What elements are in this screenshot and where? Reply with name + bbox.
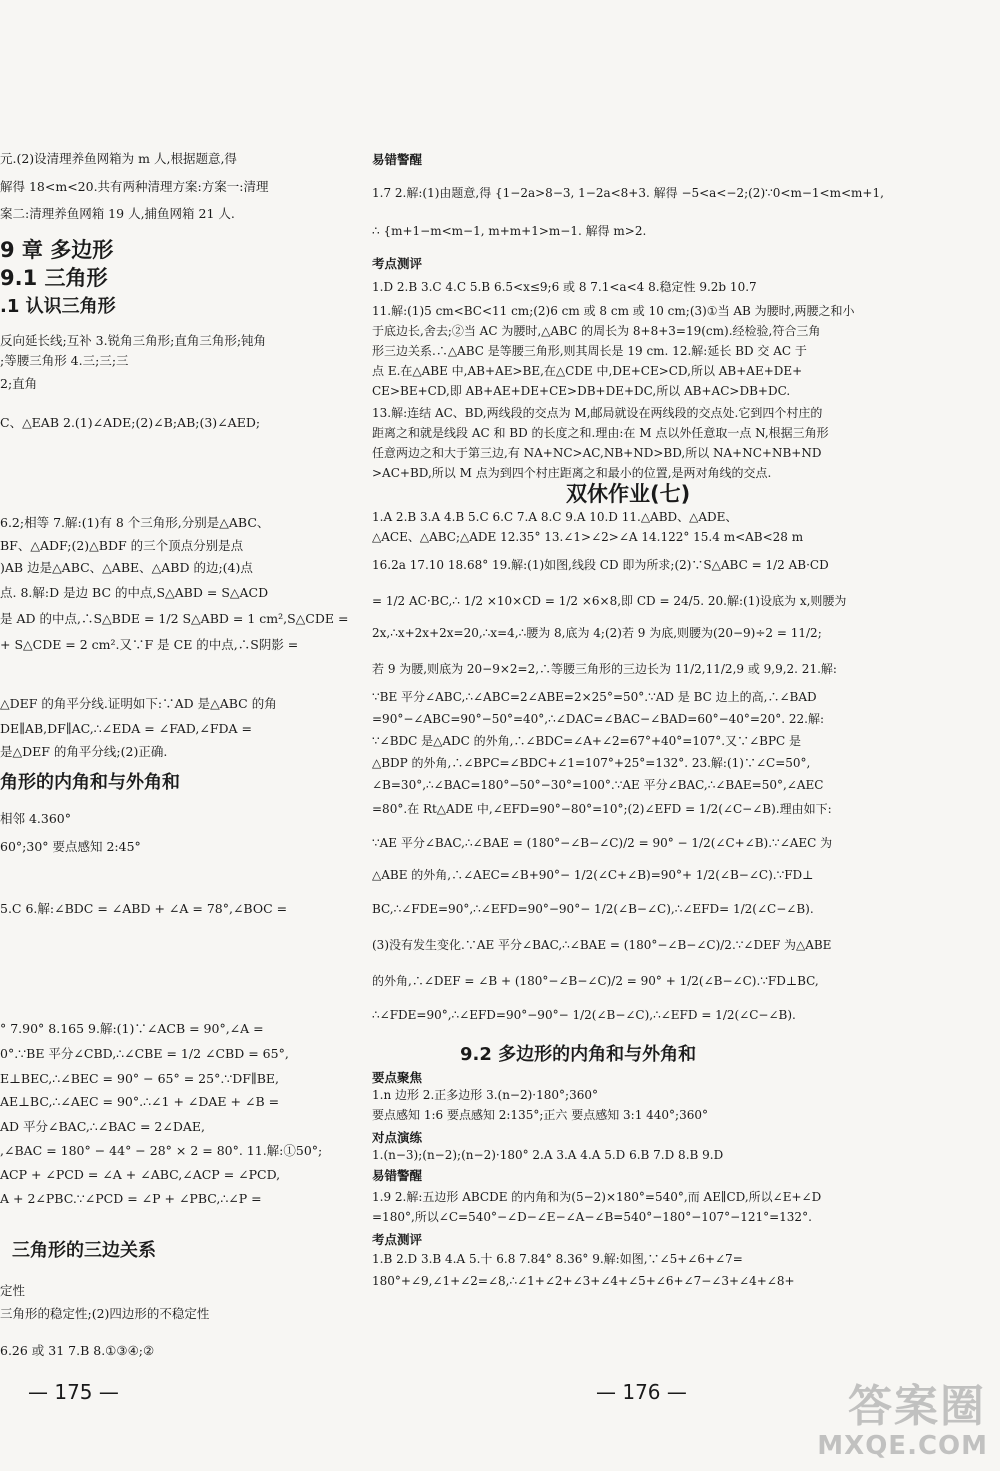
text-line: E⊥BEC,∴∠BEC = 90° − 65° = 25°.∵DF∥BE, bbox=[0, 1071, 279, 1086]
section-heading: 9.2 多边形的内角和与外角和 bbox=[460, 1044, 697, 1065]
text-line: 任意两边之和大于第三边,有 NA+NC>AC,NB+ND>BD,所以 NA+NC+NB+ND bbox=[372, 446, 822, 460]
text-line: 2;直角 bbox=[0, 376, 38, 391]
text-line: △ABE 的外角,∴∠AEC=∠B+90°− 1/2(∠C+∠B)=90°+ 1/2(∠B−∠C).∵FD⊥ bbox=[372, 868, 814, 882]
text-line: △DEF 的角平分线.证明如下:∵AD 是△ABC 的角 bbox=[0, 696, 277, 711]
text-line: ACP + ∠PCD = ∠A + ∠ABC,∠ACP = ∠PCD, bbox=[0, 1167, 281, 1182]
text-line: AD 平分∠BAC,∴∠BAC = 2∠DAE, bbox=[0, 1119, 205, 1134]
text-line: AE⊥BC,∴∠AEC = 90°.∴∠1 + ∠DAE + ∠B = bbox=[0, 1094, 280, 1109]
text-line: 点 E.在△ABE 中,AB+AE>BE,在△CDE 中,DE+CE>CD,所以 AB+AE+DE+ bbox=[372, 364, 803, 378]
text-line: 相邻 4.360° bbox=[0, 811, 72, 826]
page-number: — 176 — bbox=[596, 1380, 687, 1404]
text-line: 6.26 或 31 7.B 8.①③④;② bbox=[0, 1343, 155, 1358]
text-line: 元.(2)设清理养鱼网箱为 m 人,根据题意,得 bbox=[0, 151, 237, 166]
text-line: 于底边长,舍去;②当 AC 为腰时,△ABC 的周长为 8+8+3=19(cm).经检验,符合三角 bbox=[372, 324, 821, 338]
text-line: 解得 18<m<20.共有两种清理方案:方案一:清理 bbox=[0, 179, 269, 194]
text-line: =80°.在 Rt△ADE 中,∠EFD=90°−80°=10°;(2)∠EFD = 1/2(∠C−∠B).理由如下: bbox=[372, 802, 832, 816]
text-line: 三角形的稳定性;(2)四边形的不稳定性 bbox=[0, 1306, 210, 1321]
text-line: 0°.∵BE 平分∠CBD,∴∠CBE = 1/2 ∠CBD = 65°, bbox=[0, 1046, 289, 1061]
text-line: 1.D 2.B 3.C 4.C 5.B 6.5<x≤9;6 或 8 7.1<a<4 8.稳定性 9.2b 10.7 bbox=[372, 280, 757, 294]
text-line: )AB 边是△ABC、△ABE、△ABD 的边;(4)点 bbox=[0, 560, 253, 575]
subsection-heading: 三角形的三边关系 bbox=[12, 1240, 156, 1261]
text-line: 13.解:连结 AC、BD,两线段的交点为 M,邮局就设在两线段的交点处.它到四个村庄的 bbox=[372, 406, 823, 420]
text-line: BC,∴∠FDE=90°,∴∠EFD=90°−90°− 1/2(∠B−∠C),∴∠EFD= 1/2(∠C−∠B). bbox=[372, 902, 814, 916]
watermark-url: MXQE.COM bbox=[817, 1431, 988, 1461]
text-line: 案二:清理养鱼网箱 19 人,捕鱼网箱 21 人. bbox=[0, 206, 235, 221]
text-line: 距离之和就是线段 AC 和 BD 的长度之和.理由:在 M 点以外任意取一点 N,根据三角形 bbox=[372, 426, 829, 440]
text-line: =90°−∠ABC=90°−50°=40°,∴∠DAC=∠BAC−∠BAD=60°−40°=20°. 22.解: bbox=[372, 712, 824, 726]
text-line: ;等腰三角形 4.三;三;三 bbox=[0, 353, 129, 368]
text-line: 定性 bbox=[0, 1283, 26, 1298]
section-tag: 考点测评 bbox=[372, 256, 423, 271]
text-line: 形三边关系.∴△ABC 是等腰三角形,则其周长是 19 cm. 12.解:延长 BD 交 AC 于 bbox=[372, 344, 807, 358]
section-tag: 易错警醒 bbox=[372, 1168, 423, 1183]
text-line: C、△EAB 2.(1)∠ADE;(2)∠B;AB;(3)∠AED; bbox=[0, 415, 261, 430]
text-line: =180°,所以∠C=540°−∠D−∠E−∠A−∠B=540°−180°−107°−121°=132°. bbox=[372, 1210, 812, 1224]
text-line: 1.7 2.解:(1)由题意,得 {1−2a>8−3, 1−2a<8+3. 解得 −5<a<−2;(2)∵0<m−1<m<m+1, bbox=[372, 186, 884, 200]
section-tag: 要点聚焦 bbox=[372, 1070, 423, 1085]
section-tag: 易错警醒 bbox=[372, 152, 423, 167]
subsection-heading: .1 认识三角形 bbox=[0, 296, 116, 317]
text-line: 180°+∠9,∠1+∠2=∠8,∴∠1+∠2+∠3+∠4+∠5+∠6+∠7−∠3+∠4+∠8+ bbox=[372, 1274, 795, 1288]
weekend-heading: 双休作业(七) bbox=[566, 482, 691, 506]
text-line: ∵AE 平分∠BAC,∴∠BAE = (180°−∠B−∠C)/2 = 90° − 1/2(∠C+∠B).∵∠AEC 为 bbox=[372, 836, 833, 850]
text-line: 是 AD 的中点,∴S△BDE = 1/2 S△ABD = 1 cm²,S△CDE = bbox=[0, 611, 349, 626]
text-line: 1.(n−3);(n−2);(n−2)·180° 2.A 3.A 4.A 5.D 6.B 7.D 8.B 9.D bbox=[372, 1148, 724, 1162]
section-tag: 考点测评 bbox=[372, 1232, 423, 1247]
text-line: 的外角,∴∠DEF = ∠B + (180°−∠B−∠C)/2 = 90° + 1/2(∠B−∠C).∵FD⊥BC, bbox=[372, 974, 819, 988]
text-line: 点. 8.解:D 是边 BC 的中点,S△ABD = S△ACD bbox=[0, 585, 269, 600]
watermark bbox=[817, 1370, 994, 1465]
text-line: ∵∠BDC 是△ADC 的外角,∴∠BDC=∠A+∠2=67°+40°=107°.又∵∠BPC 是 bbox=[372, 734, 802, 748]
text-line: △ACE、△ABC;△ADE 12.35° 13.∠1>∠2>∠A 14.122° 15.4 m<AB<28 m bbox=[372, 530, 804, 544]
text-line: + S△CDE = 2 cm².又∵F 是 CE 的中点,∴S阴影 = bbox=[0, 637, 299, 652]
section-heading: 9.1 三角形 bbox=[0, 266, 108, 290]
watermark-logo: 答案圈 bbox=[848, 1381, 986, 1432]
text-line: △BDP 的外角,∴∠BPC=∠BDC+∠1=107°+25°=132°. 23.解:(1)∵∠C=50°, bbox=[372, 756, 811, 770]
text-line: CE>BE+CD,即 AB+AE+DE+CE>DB+DE+DC,所以 AB+AC>DB+DC. bbox=[372, 384, 791, 398]
text-line: 5.C 6.解:∠BDC = ∠ABD + ∠A = 78°,∠BOC = bbox=[0, 901, 288, 916]
section-tag: 对点演练 bbox=[372, 1130, 423, 1145]
text-line: ∵BE 平分∠ABC,∴∠ABC=2∠ABE=2×25°=50°.∵AD 是 BC 边上的高,∴∠BAD bbox=[372, 690, 817, 704]
text-line: (3)没有发生变化.∵AE 平分∠BAC,∴∠BAE = (180°−∠B−∠C)/2.∵∠DEF 为△ABE bbox=[372, 938, 832, 952]
text-line: 1.B 2.D 3.B 4.A 5.十 6.8 7.84° 8.36° 9.解:如图,∵∠5+∠6+∠7= bbox=[372, 1252, 743, 1266]
text-line: A + 2∠PBC.∵∠PCD = ∠P + ∠PBC,∴∠P = bbox=[0, 1191, 262, 1206]
text-line: 是△DEF 的角平分线;(2)正确. bbox=[0, 744, 168, 759]
chapter-heading: 9 章 多边形 bbox=[0, 238, 114, 262]
text-line: ∠B=30°,∴∠BAC=180°−50°−30°=100°.∵AE 平分∠BAC,∴∠BAE=50°,∠AEC bbox=[372, 778, 824, 792]
text-line: 6.2;相等 7.解:(1)有 8 个三角形,分别是△ABC、 bbox=[0, 515, 270, 530]
text-line: 1.A 2.B 3.A 4.B 5.C 6.C 7.A 8.C 9.A 10.D 11.△ABD、△ADE、 bbox=[372, 510, 738, 524]
text-line: BF、△ADF;(2)△BDF 的三个顶点分别是点 bbox=[0, 538, 244, 553]
text-line: DE∥AB,DF∥AC,∴∠EDA = ∠FAD,∠FDA = bbox=[0, 721, 252, 736]
subsection-heading: 角形的内角和与外角和 bbox=[0, 772, 180, 793]
text-line: ∴ {m+1−m<m−1, m+m+1>m−1. 解得 m>2. bbox=[372, 224, 647, 238]
text-line: ∴∠FDE=90°,∴∠EFD=90°−90°− 1/2(∠B−∠C),∴∠EFD = 1/2(∠C−∠B). bbox=[372, 1008, 796, 1022]
text-line: >AC+BD,所以 M 点为到四个村庄距离之和最小的位置,是两对角线的交点. bbox=[372, 466, 772, 480]
text-line: 1.9 2.解:五边形 ABCDE 的内角和为(5−2)×180°=540°,而 AE∥CD,所以∠E+∠D bbox=[372, 1190, 822, 1204]
text-line: 若 9 为腰,则底为 20−9×2=2,∴等腰三角形的三边长为 11/2,11/2,9 或 9,9,2. 21.解: bbox=[372, 662, 837, 676]
text-line: 16.2a 17.10 18.68° 19.解:(1)如图,线段 CD 即为所求;(2)∵S△ABC = 1/2 AB·CD bbox=[372, 558, 829, 572]
text-line: 要点感知 1:6 要点感知 2:135°;正六 要点感知 3:1 440°;360° bbox=[372, 1108, 708, 1122]
page-number: — 175 — bbox=[28, 1380, 119, 1404]
text-line: 2x,∴x+2x+2x=20,∴x=4,∴腰为 8,底为 4;(2)若 9 为底,则腰为(20−9)÷2 = 11/2; bbox=[372, 626, 822, 640]
text-line: 1.n 边形 2.正多边形 3.(n−2)·180°;360° bbox=[372, 1088, 598, 1102]
right-page bbox=[372, 0, 1000, 1471]
text-line: 反向延长线;互补 3.锐角三角形;直角三角形;钝角 bbox=[0, 333, 267, 348]
text-line: = 1/2 AC·BC,∴ 1/2 ×10×CD = 1/2 ×6×8,即 CD = 24/5. 20.解:(1)设底为 x,则腰为 bbox=[372, 594, 847, 608]
text-line: 60°;30° 要点感知 2:45° bbox=[0, 839, 141, 854]
text-line: ° 7.90° 8.165 9.解:(1)∵∠ACB = 90°,∠A = bbox=[0, 1021, 264, 1036]
text-line: ,∠BAC = 180° − 44° − 28° × 2 = 80°. 11.解:①50°; bbox=[0, 1143, 323, 1158]
text-line: 11.解:(1)5 cm<BC<11 cm;(2)6 cm 或 8 cm 或 10 cm;(3)①当 AB 为腰时,两腰之和小 bbox=[372, 304, 855, 318]
